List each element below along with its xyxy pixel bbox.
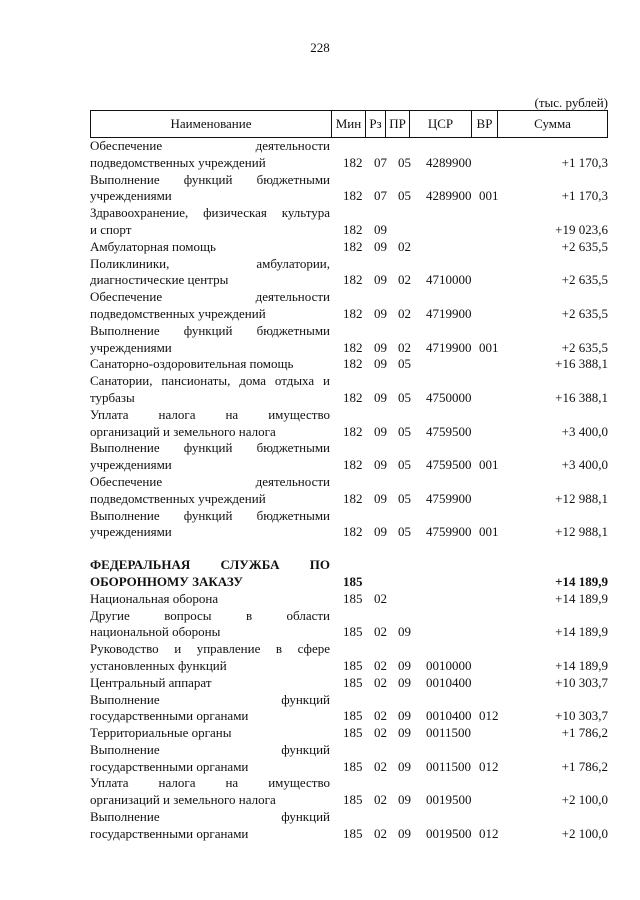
- cell-sum: +1 170,3: [561, 188, 608, 204]
- cell-sum: +2 635,5: [561, 305, 608, 321]
- row-name-line1: Обеспечение деятельности: [90, 138, 330, 153]
- cell-min: 182: [343, 339, 363, 355]
- row-name-line1: Уплата налога на имущество: [90, 406, 330, 422]
- row-name-line1: Обеспечение деятельности: [90, 289, 330, 305]
- cell-csr: 4759900: [426, 490, 472, 506]
- cell-vr: 001: [479, 339, 499, 355]
- page-number: 228: [310, 40, 330, 55]
- row-name-line2: диагностические центры: [90, 272, 229, 288]
- row-name-line2: подведомственных учреждений: [90, 305, 266, 321]
- cell-rz: 02: [374, 825, 387, 841]
- cell-sum: +10 303,7: [555, 708, 608, 724]
- row-name-line2: подведомственных учреждений: [90, 154, 266, 170]
- cell-rz: 09: [374, 490, 387, 506]
- row-name-line1: Обеспечение деятельности: [90, 473, 330, 489]
- header-csr: ЦСР: [409, 111, 471, 137]
- cell-sum: +1 170,3: [561, 154, 608, 170]
- cell-min: 182: [343, 305, 363, 321]
- table-row: [90, 323, 610, 357]
- table-row: [90, 775, 610, 809]
- cell-sum: +3 400,0: [561, 423, 608, 439]
- cell-min: 182: [343, 238, 363, 254]
- cell-csr: 0019500: [426, 825, 472, 841]
- header-pr: ПР: [385, 111, 409, 137]
- row-name-line1: Санатории, пансионаты, дома отдыха и: [90, 373, 330, 389]
- cell-rz: 09: [374, 356, 387, 372]
- table-row: [90, 373, 610, 407]
- cell-sum: +12 988,1: [555, 524, 608, 540]
- cell-sum: +14 189,9: [555, 624, 608, 640]
- cell-pr: 09: [398, 657, 411, 673]
- table-row: [90, 356, 610, 373]
- row-name-line2: учреждениями: [90, 457, 172, 473]
- table-row: [90, 205, 610, 239]
- cell-sum: +2 100,0: [561, 792, 608, 808]
- cell-min: 185: [343, 708, 363, 724]
- cell-csr: 4759900: [426, 524, 472, 540]
- row-name-line1: Выполнение функций: [90, 691, 330, 707]
- cell-rz: 09: [374, 339, 387, 355]
- cell-csr: 0010000: [426, 657, 472, 673]
- cell-min: 185: [343, 674, 363, 690]
- cell-sum: +14 189,9: [555, 590, 608, 606]
- cell-pr: 09: [398, 792, 411, 808]
- table-row: [90, 725, 610, 742]
- table-row: [90, 742, 610, 776]
- section-row: [90, 557, 610, 591]
- cell-min: 182: [343, 272, 363, 288]
- cell-csr: 0010400: [426, 674, 472, 690]
- row-name-line2: учреждениями: [90, 339, 172, 355]
- cell-sum: +2 635,5: [561, 238, 608, 254]
- cell-pr: 05: [398, 423, 411, 439]
- cell-sum: +16 388,1: [555, 356, 608, 372]
- cell-sum: +2 100,0: [561, 825, 608, 841]
- row-name-line1: Здравоохранение, физическая культура: [90, 205, 330, 221]
- cell-csr: 0011500: [426, 758, 472, 774]
- cell-pr: 02: [398, 238, 411, 254]
- cell-sum: +14 189,9: [555, 657, 608, 673]
- cell-pr: 05: [398, 356, 411, 372]
- cell-sum: +12 988,1: [555, 490, 608, 506]
- cell-min: 182: [343, 188, 363, 204]
- header-min: Мин: [331, 111, 365, 137]
- table-row: [90, 172, 610, 206]
- cell-csr: 0019500: [426, 792, 472, 808]
- cell-rz: 02: [374, 674, 387, 690]
- cell-min: 182: [343, 490, 363, 506]
- table-row: [90, 641, 610, 675]
- table-row: [90, 256, 610, 290]
- cell-rz: 02: [374, 708, 387, 724]
- cell-min: 182: [343, 423, 363, 439]
- table-row: [90, 692, 610, 726]
- section-gap: [90, 541, 610, 557]
- table-row: [90, 608, 610, 642]
- row-name-line2: национальной обороны: [90, 624, 221, 640]
- cell-sum: +19 023,6: [555, 221, 608, 237]
- table-row: [90, 675, 610, 692]
- cell-csr: 4759500: [426, 457, 472, 473]
- row-name-line1: Выполнение функций: [90, 741, 330, 757]
- cell-min: 185: [343, 590, 363, 606]
- cell-csr: 4710000: [426, 272, 472, 288]
- cell-pr: 02: [398, 305, 411, 321]
- cell-csr: 4719900: [426, 339, 472, 355]
- cell-rz: 09: [374, 389, 387, 405]
- cell-sum: +2 635,5: [561, 272, 608, 288]
- cell-csr: 4289900: [426, 154, 472, 170]
- cell-sum: +1 786,2: [561, 758, 608, 774]
- cell-rz: 09: [374, 272, 387, 288]
- cell-min: 182: [343, 524, 363, 540]
- cell-sum: +3 400,0: [561, 457, 608, 473]
- cell-pr: 05: [398, 457, 411, 473]
- table-row: [90, 289, 610, 323]
- cell-pr: 02: [398, 339, 411, 355]
- row-name-line1: Выполнение функций бюджетными: [90, 507, 330, 523]
- cell-rz: 09: [374, 524, 387, 540]
- cell-min: 182: [343, 221, 363, 237]
- cell-vr: 001: [479, 188, 499, 204]
- row-name-line2: Территориальные органы: [90, 725, 232, 741]
- cell-min: 185: [343, 657, 363, 673]
- cell-pr: 09: [398, 624, 411, 640]
- cell-sum: +2 635,5: [561, 339, 608, 355]
- header-name: Наименование: [170, 116, 252, 131]
- cell-pr: 05: [398, 490, 411, 506]
- row-name-line2: Амбулаторная помощь: [90, 238, 216, 254]
- table-row: [90, 591, 610, 608]
- table-body: [90, 138, 610, 843]
- cell-pr: 09: [398, 708, 411, 724]
- row-name-line2: подведомственных учреждений: [90, 490, 266, 506]
- table-row: [90, 474, 610, 508]
- cell-min: 185: [343, 573, 363, 589]
- cell-sum: +10 303,7: [555, 674, 608, 690]
- cell-csr: 4759500: [426, 423, 472, 439]
- row-name-line2: турбазы: [90, 389, 135, 405]
- table-row: [90, 138, 610, 172]
- cell-rz: 02: [374, 725, 387, 741]
- cell-rz: 09: [374, 238, 387, 254]
- row-name-line2: государственными органами: [90, 758, 249, 774]
- row-name-line2: Санаторно-оздоровительная помощь: [90, 356, 294, 372]
- cell-min: 185: [343, 825, 363, 841]
- cell-rz: 02: [374, 792, 387, 808]
- cell-rz: 02: [374, 657, 387, 673]
- row-name-line1: Другие вопросы в области: [90, 607, 330, 623]
- table-row: [90, 440, 610, 474]
- cell-pr: 09: [398, 725, 411, 741]
- row-name-line2: государственными органами: [90, 825, 249, 841]
- cell-min: 185: [343, 624, 363, 640]
- cell-vr: 012: [479, 708, 499, 724]
- cell-min: 182: [343, 356, 363, 372]
- header-sum: Сумма: [497, 111, 607, 137]
- cell-min: 185: [343, 725, 363, 741]
- table-row: [90, 407, 610, 441]
- row-name-line2: учреждениями: [90, 524, 172, 540]
- cell-pr: 05: [398, 524, 411, 540]
- row-name-line2: учреждениями: [90, 188, 172, 204]
- cell-min: 185: [343, 758, 363, 774]
- row-name-line2: государственными органами: [90, 708, 249, 724]
- table-row: [90, 239, 610, 256]
- units-label: (тыс. рублей): [534, 95, 608, 110]
- cell-csr: 4289900: [426, 188, 472, 204]
- cell-vr: 012: [479, 758, 499, 774]
- cell-csr: 4750000: [426, 389, 472, 405]
- cell-rz: 02: [374, 624, 387, 640]
- row-name-line1: Поликлиники, амбулатории,: [90, 255, 330, 271]
- row-name-line1: Уплата налога на имущество: [90, 775, 330, 791]
- cell-csr: 0011500: [426, 725, 472, 741]
- cell-pr: 02: [398, 272, 411, 288]
- row-name-line1: Выполнение функций: [90, 809, 330, 825]
- cell-sum: +16 388,1: [555, 389, 608, 405]
- row-name-line1: Выполнение функций бюджетными: [90, 322, 330, 338]
- cell-vr: 012: [479, 825, 499, 841]
- cell-rz: 02: [374, 590, 387, 606]
- cell-pr: 05: [398, 188, 411, 204]
- cell-rz: 09: [374, 457, 387, 473]
- cell-pr: 09: [398, 674, 411, 690]
- cell-csr: 0010400: [426, 708, 472, 724]
- cell-sum: +14 189,9: [555, 573, 608, 589]
- row-name-line2: Центральный аппарат: [90, 674, 212, 690]
- cell-csr: 4719900: [426, 305, 472, 321]
- row-name-line1: Руководство и управление в сфере: [90, 641, 330, 657]
- header-vr: ВР: [471, 111, 497, 137]
- cell-rz: 09: [374, 221, 387, 237]
- cell-pr: 05: [398, 389, 411, 405]
- row-name-line1: ФЕДЕРАЛЬНАЯ СЛУЖБА ПО: [90, 557, 330, 573]
- row-name-line2: организаций и земельного налога: [90, 792, 276, 808]
- cell-vr: 001: [479, 457, 499, 473]
- cell-rz: 02: [374, 758, 387, 774]
- cell-min: 185: [343, 792, 363, 808]
- cell-rz: 07: [374, 154, 387, 170]
- row-name-line2: и спорт: [90, 221, 132, 237]
- row-name-line2: ОБОРОННОМУ ЗАКАЗУ: [90, 573, 243, 589]
- table-row: [90, 508, 610, 542]
- table-header: [90, 110, 608, 138]
- cell-min: 182: [343, 389, 363, 405]
- row-name-line2: установленных функций: [90, 657, 227, 673]
- cell-rz: 09: [374, 423, 387, 439]
- cell-pr: 05: [398, 154, 411, 170]
- table-row: [90, 809, 610, 843]
- cell-rz: 07: [374, 188, 387, 204]
- cell-rz: 09: [374, 305, 387, 321]
- row-name-line2: организаций и земельного налога: [90, 423, 276, 439]
- cell-sum: +1 786,2: [561, 725, 608, 741]
- header-rz: Рз: [365, 111, 385, 137]
- cell-min: 182: [343, 457, 363, 473]
- cell-pr: 09: [398, 758, 411, 774]
- cell-min: 182: [343, 154, 363, 170]
- row-name-line1: Выполнение функций бюджетными: [90, 440, 330, 456]
- cell-vr: 001: [479, 524, 499, 540]
- row-name-line1: Выполнение функций бюджетными: [90, 171, 330, 187]
- cell-pr: 09: [398, 825, 411, 841]
- row-name-line2: Национальная оборона: [90, 590, 219, 606]
